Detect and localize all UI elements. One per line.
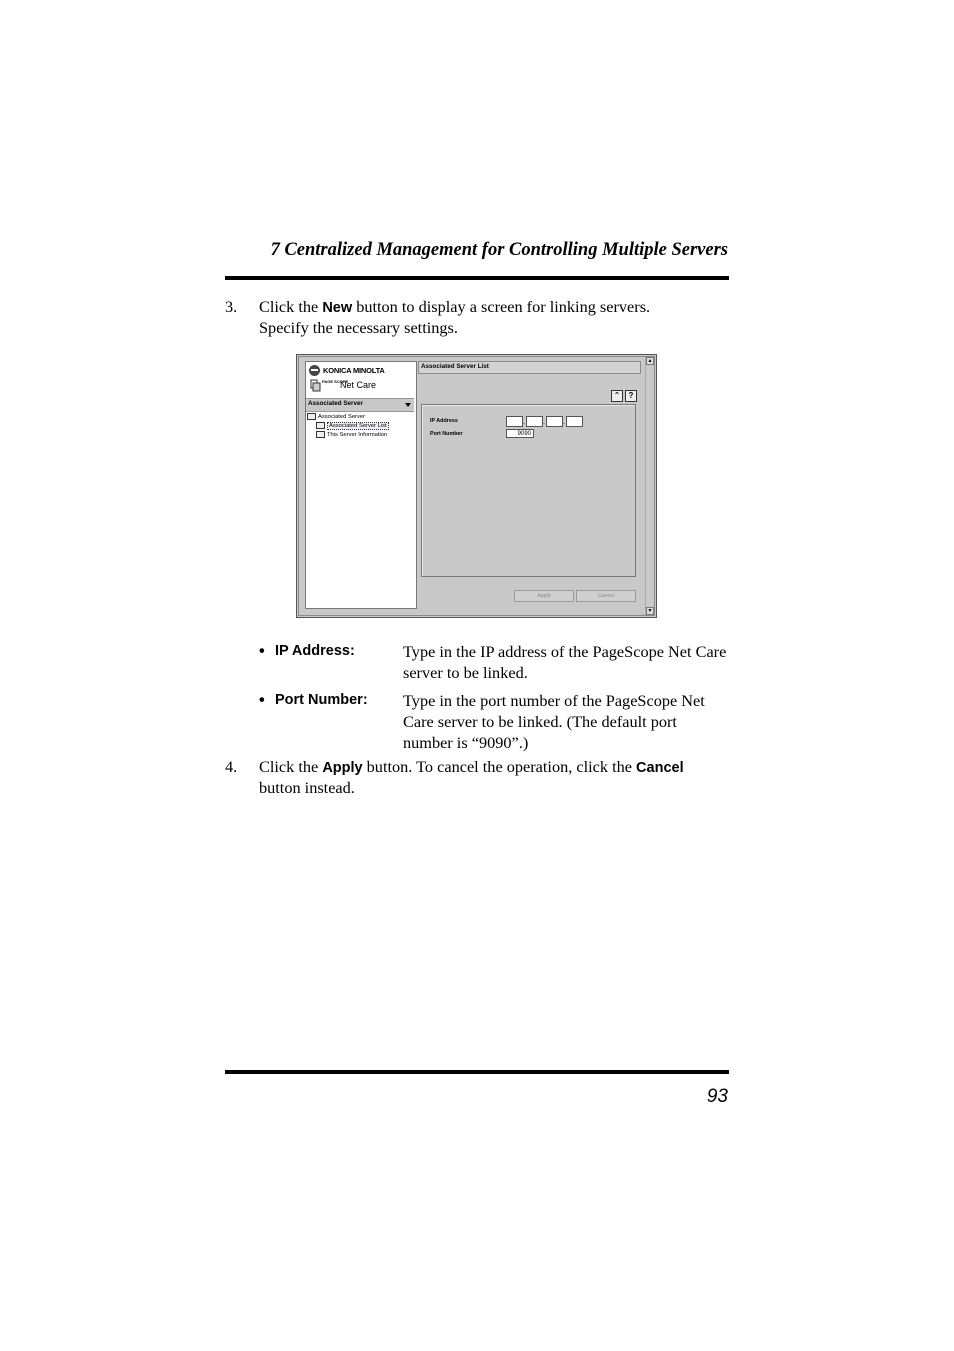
- content-pane: [418, 361, 641, 607]
- list-icon: [316, 422, 325, 429]
- brand-logo: [309, 365, 413, 377]
- ip-address-label: IP Address: [430, 418, 458, 424]
- server-type-select[interactable]: [306, 398, 414, 412]
- step-text: button. To cancel the operation, click the: [362, 757, 637, 776]
- port-number-label: Port Number: [430, 431, 463, 437]
- tree-item-this-server-information[interactable]: [316, 431, 387, 438]
- pagescope-icon: [309, 379, 322, 392]
- cancel-button[interactable]: Cancel: [576, 590, 636, 602]
- page-number: 93: [706, 1086, 728, 1107]
- bullet-term: Port Number:: [275, 692, 368, 708]
- step-number: 3.: [225, 297, 238, 316]
- chapter-title: 7 Centralized Management for Controlling Multiple Servers: [270, 240, 728, 260]
- app-screenshot: [296, 354, 657, 618]
- chevron-down-icon: [405, 403, 411, 407]
- ip-octet-3-input[interactable]: [546, 416, 563, 427]
- step-number: 4.: [225, 757, 238, 776]
- apply-button[interactable]: Apply: [514, 590, 574, 602]
- product-logo: [309, 379, 413, 393]
- tree-item-label: Associated Server List: [329, 423, 387, 430]
- tree-item-associated-server[interactable]: [307, 413, 365, 420]
- bullet-mark: •: [259, 642, 265, 660]
- bullet-ip-address: [259, 641, 729, 685]
- bullet-description: Type in the port number of the PageScope Net Care server to be linked. (The default port number is “9090”.): [403, 691, 705, 752]
- port-number-input[interactable]: 9090: [506, 429, 534, 438]
- footer-rule: [225, 1070, 729, 1074]
- bullet-port-number: [259, 690, 729, 754]
- navigation-pane: [305, 361, 417, 609]
- server-select-value: Associated Server: [308, 400, 363, 407]
- konica-minolta-logo-icon: [309, 365, 320, 376]
- product-brand: PAGE SCOPE: [322, 379, 349, 384]
- tree-item-label: Associated Server: [318, 414, 366, 421]
- apply-button-ref: Apply: [322, 760, 363, 776]
- brand-name: KONICA MINOLTA: [323, 366, 385, 375]
- tree-item-label: This Server Information: [327, 432, 388, 439]
- step-text: Click the: [259, 297, 323, 316]
- up-arrow-icon[interactable]: ⌃: [611, 390, 623, 402]
- bullet-description: Type in the IP address of the PageScope Net Care server to be linked.: [403, 642, 727, 682]
- ip-octet-2-input[interactable]: [526, 416, 543, 427]
- cancel-button-ref: Cancel: [636, 760, 684, 776]
- folder-icon: [307, 413, 316, 420]
- scroll-down-icon[interactable]: ▾: [646, 607, 654, 615]
- step-3: [225, 296, 729, 340]
- info-icon: [316, 431, 325, 438]
- scroll-up-icon[interactable]: ▴: [646, 357, 654, 365]
- step-text-line2: Specify the necessary settings.: [259, 318, 458, 337]
- new-button-ref: New: [322, 300, 353, 316]
- ip-separator: .: [563, 419, 565, 426]
- ip-octet-1-input[interactable]: [506, 416, 523, 427]
- vertical-scrollbar[interactable]: [645, 357, 654, 615]
- step-4: [225, 756, 729, 800]
- bullet-mark: •: [259, 691, 265, 709]
- bullet-term: IP Address:: [275, 643, 355, 659]
- help-icon[interactable]: ?: [625, 390, 637, 402]
- product-name: Net Care: [340, 380, 377, 390]
- tree-item-associated-server-list[interactable]: [316, 422, 389, 429]
- step-text: Click the: [259, 757, 323, 776]
- step-text-line2: button instead.: [259, 778, 355, 797]
- ip-octet-4-input[interactable]: [566, 416, 583, 427]
- server-form: [421, 404, 636, 577]
- header-rule: [225, 276, 729, 280]
- panel-title: Associated Server List: [421, 363, 489, 370]
- step-text: button to display a screen for linking servers.: [352, 297, 651, 316]
- panel-title-bar: [418, 361, 641, 374]
- ip-separator: .: [523, 419, 525, 426]
- ip-separator: .: [543, 419, 545, 426]
